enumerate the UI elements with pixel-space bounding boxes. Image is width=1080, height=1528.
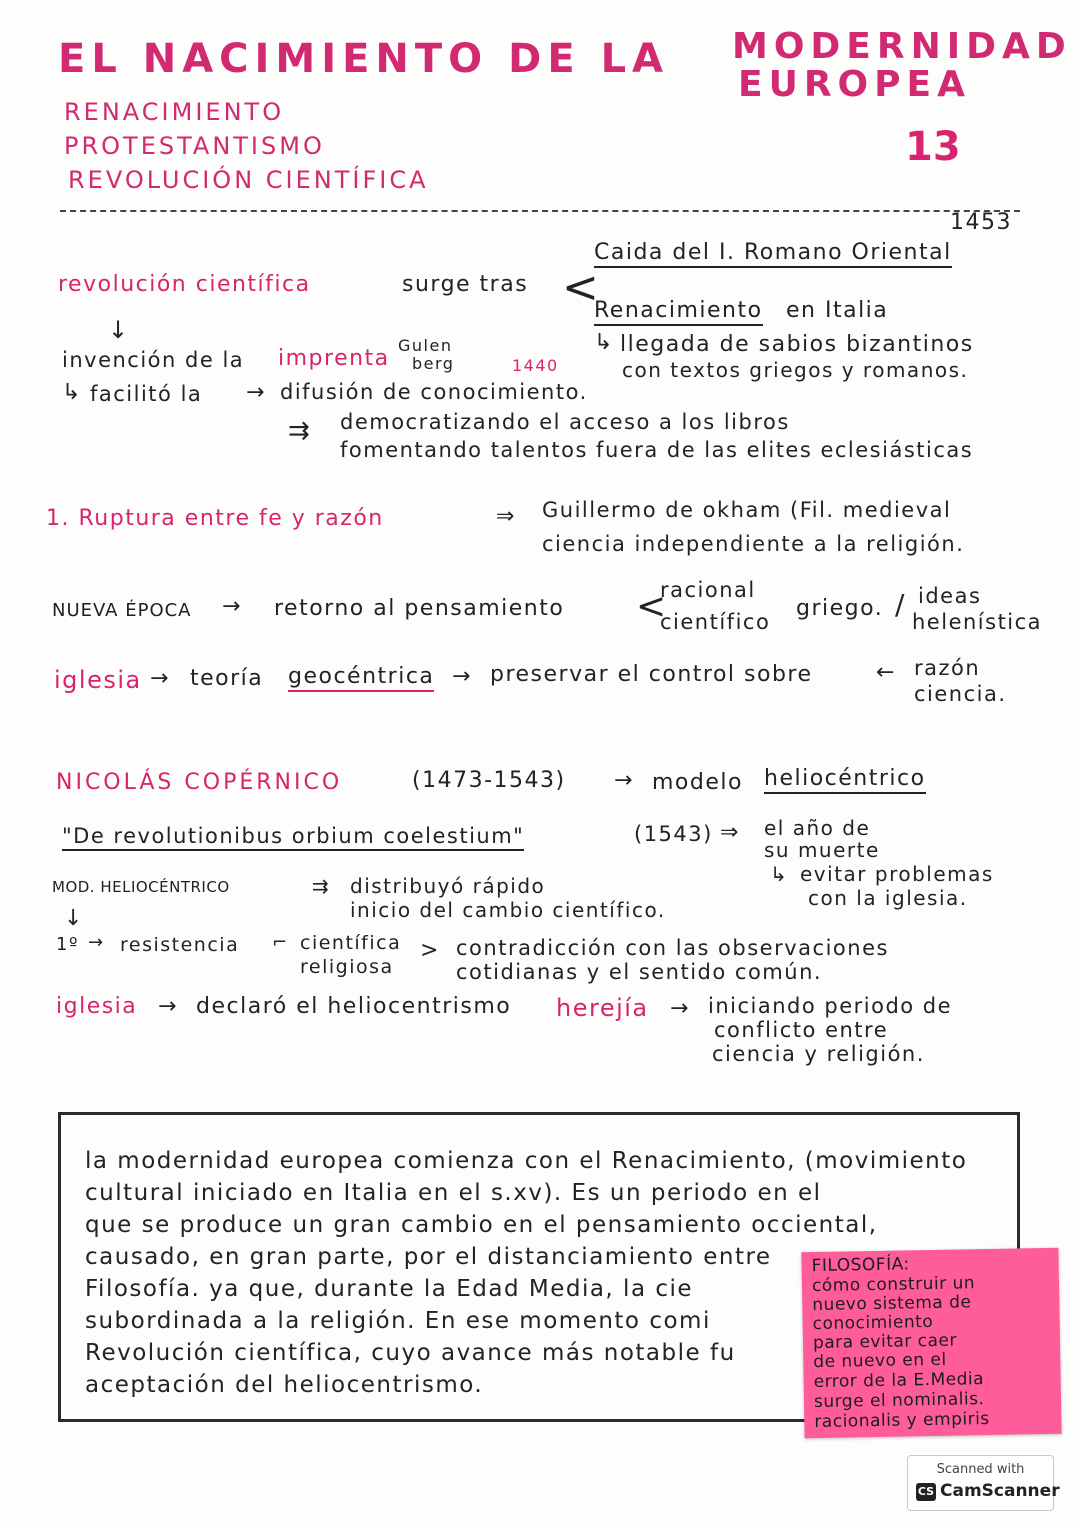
resistencia: resistencia [120, 934, 240, 956]
herejia: herejía [556, 994, 649, 1022]
textos-griegos: con textos griegos y romanos. [622, 358, 969, 382]
divider [60, 210, 1020, 212]
sticky-line: conocimiento [812, 1311, 934, 1335]
evitar-problemas: evitar problemas [800, 862, 994, 886]
gutenberg-2: berg [412, 354, 455, 373]
page-title-line-1: MODERNIDAD [732, 26, 1072, 67]
ruptura-fe-razon: 1. Ruptura entre fe y razón [46, 506, 384, 531]
sticky-line: de nuevo en el [813, 1349, 947, 1373]
right-arrow-icon-2: → [222, 594, 242, 619]
helenistica: helenística [912, 610, 1043, 634]
right-arrow-icon-3: → [150, 666, 170, 691]
camscanner-brand: CamScanner [940, 1481, 1060, 1501]
right-arrow-icon-6: → [88, 932, 105, 953]
sticky-line: surge el nominalis. [813, 1389, 985, 1413]
en-italia: en Italia [786, 298, 889, 323]
inicio-cambio: inicio del cambio científico. [350, 898, 666, 922]
arrow-icon: ↳ [594, 330, 614, 355]
page-number: 13 [905, 124, 961, 170]
topic-renacimiento: RENACIMIENTO [64, 98, 285, 126]
imprenta: imprenta [278, 346, 390, 371]
split-arrow-icon: ⇒ [496, 504, 516, 529]
arrow-icon-3: ↳ [770, 862, 789, 886]
bracket-arrow-icon: ⇉ [288, 416, 312, 446]
retorno: retorno al pensamiento [274, 596, 565, 621]
topic-revolucion-cientifica: REVOLUCIÓN CIENTÍFICA [68, 166, 429, 194]
difusion: difusión de conocimiento. [280, 380, 588, 404]
declaro: declaró el heliocentrismo [196, 994, 512, 1019]
right-arrow-icon-4: → [452, 664, 472, 689]
summary-line: cultural iniciado en Italia en el s.xv). Es un periodo en el [85, 1180, 822, 1206]
contradiccion: contradicción con las observaciones [456, 936, 889, 960]
right-arrow-icon-7: → [158, 994, 178, 1019]
split-arrow-icon-2: ⇉ [312, 874, 331, 898]
iglesia-label-2: iglesia [56, 994, 138, 1019]
topic-protestantismo: PROTESTANTISMO [64, 132, 325, 160]
summary-line: Filosofía. ya que, durante la Edad Media, la cie [85, 1276, 694, 1302]
sticky-line: racionalis y empiris [814, 1408, 990, 1433]
implies-icon: ⇒ [720, 820, 740, 845]
racional: racional [660, 578, 756, 602]
mod-heliocentrico: MOD. HELIOCÉNTRICO [52, 878, 230, 896]
llegada-sabios: llegada de sabios bizantinos [620, 332, 974, 357]
preservar: preservar el control sobre [490, 662, 813, 687]
sticky-line: nuevo sistema de [812, 1292, 972, 1316]
sticky-note [801, 1248, 1061, 1438]
right-arrow-icon-5: → [614, 768, 634, 793]
brace-icon-3: ⌐ [272, 932, 289, 953]
iglesia-label: iglesia [54, 666, 142, 694]
nicolas-copernico: NICOLÁS COPÉRNICO [56, 770, 343, 795]
renacimiento: Renacimiento [594, 298, 763, 326]
left-arrow-icon: ← [876, 660, 896, 685]
surge-tras: surge tras [402, 272, 529, 297]
page-title: EL NACIMIENTO DE LA [58, 36, 670, 82]
conflicto: conflicto entre [714, 1018, 889, 1042]
modelo: modelo [652, 770, 743, 795]
summary-line: la modernidad europea comienza con el Renacimiento, (movimiento [85, 1148, 968, 1174]
teoria: teoría [190, 666, 264, 691]
year-1440: 1440 [512, 356, 559, 375]
con-la-iglesia: con la iglesia. [808, 886, 968, 910]
right-arrow-icon-8: → [670, 996, 690, 1021]
right-arrow-icon: → [246, 380, 266, 405]
revolucion-cientifica-label: revolución científica [58, 272, 311, 297]
primero: 1º [56, 934, 79, 955]
cotidianas: cotidianas y el sentido común. [456, 960, 823, 984]
arrow-icon-2: ↳ [62, 380, 82, 405]
summary-line: aceptación del heliocentrismo. [85, 1372, 484, 1398]
okham: Guillermo de okham (Fil. medieval [542, 498, 952, 522]
sticky-line: cómo construir un [811, 1273, 976, 1297]
gutenberg-1: Gulen [398, 336, 453, 355]
de-revolutionibus: "De revolutionibus orbium coelestium" [62, 824, 524, 851]
cientifica: científica [300, 932, 402, 954]
summary-line: Revolución científica, cuyo avance más notable fu [85, 1340, 736, 1366]
griego: griego. [796, 596, 884, 621]
facilito: facilitó la [90, 382, 203, 406]
camscanner-logo-icon: CS [916, 1483, 936, 1501]
gt-icon: > [420, 938, 440, 963]
nueva-epoca: NUEVA ÉPOCA [52, 600, 192, 621]
ciencia-independiente: ciencia independiente a la religión. [542, 532, 965, 556]
caida-imperio: Caida del I. Romano Oriental [594, 240, 952, 268]
down-arrow-icon-2: ↓ [64, 906, 84, 931]
summary-line: subordinada a la religión. En ese momento comi [85, 1308, 711, 1334]
cientifico: científico [660, 610, 771, 634]
page-title-line-2: EUROPEA [738, 64, 971, 105]
camscanner-badge [907, 1455, 1060, 1511]
ciencia: ciencia. [914, 682, 1007, 706]
brace-icon: < [562, 262, 599, 313]
razon: razón [914, 656, 981, 680]
fomentando: fomentando talentos fuera de las elites eclesiásticas [340, 438, 974, 462]
invencion: invención de la [62, 348, 245, 372]
year-1543: (1543) [634, 822, 713, 846]
geocentrica: geocéntrica [288, 664, 434, 692]
el-ano-de: el año de [764, 816, 871, 840]
slash-icon: / [895, 588, 906, 621]
sticky-line: para evitar caer [812, 1330, 958, 1354]
religiosa: religiosa [300, 956, 394, 978]
sticky-line: FILOSOFÍA: [811, 1254, 910, 1277]
down-arrow-icon: ↓ [108, 316, 130, 344]
su-muerte: su muerte [764, 838, 880, 862]
summary-line: causado, en gran parte, por el distanciamiento entre [85, 1244, 772, 1270]
distribuyo-rapido: distribuyó rápido [350, 874, 546, 898]
ideas: ideas [918, 584, 982, 608]
sticky-line: error de la E.Media [813, 1369, 985, 1393]
brace-icon-2: < [636, 586, 667, 627]
copernico-years: (1473-1543) [412, 768, 566, 793]
scanned-with-label: Scanned with [936, 1462, 1025, 1477]
heliocentrico: heliocéntrico [764, 766, 926, 794]
ciencia-y-religion: ciencia y religión. [712, 1042, 925, 1066]
iniciando: iniciando periodo de [708, 994, 953, 1018]
year-1453: 1453 [950, 210, 1012, 235]
summary-line: que se produce un gran cambio en el pensamiento occiental, [85, 1212, 878, 1238]
democratizando: democratizando el acceso a los libros [340, 410, 790, 434]
